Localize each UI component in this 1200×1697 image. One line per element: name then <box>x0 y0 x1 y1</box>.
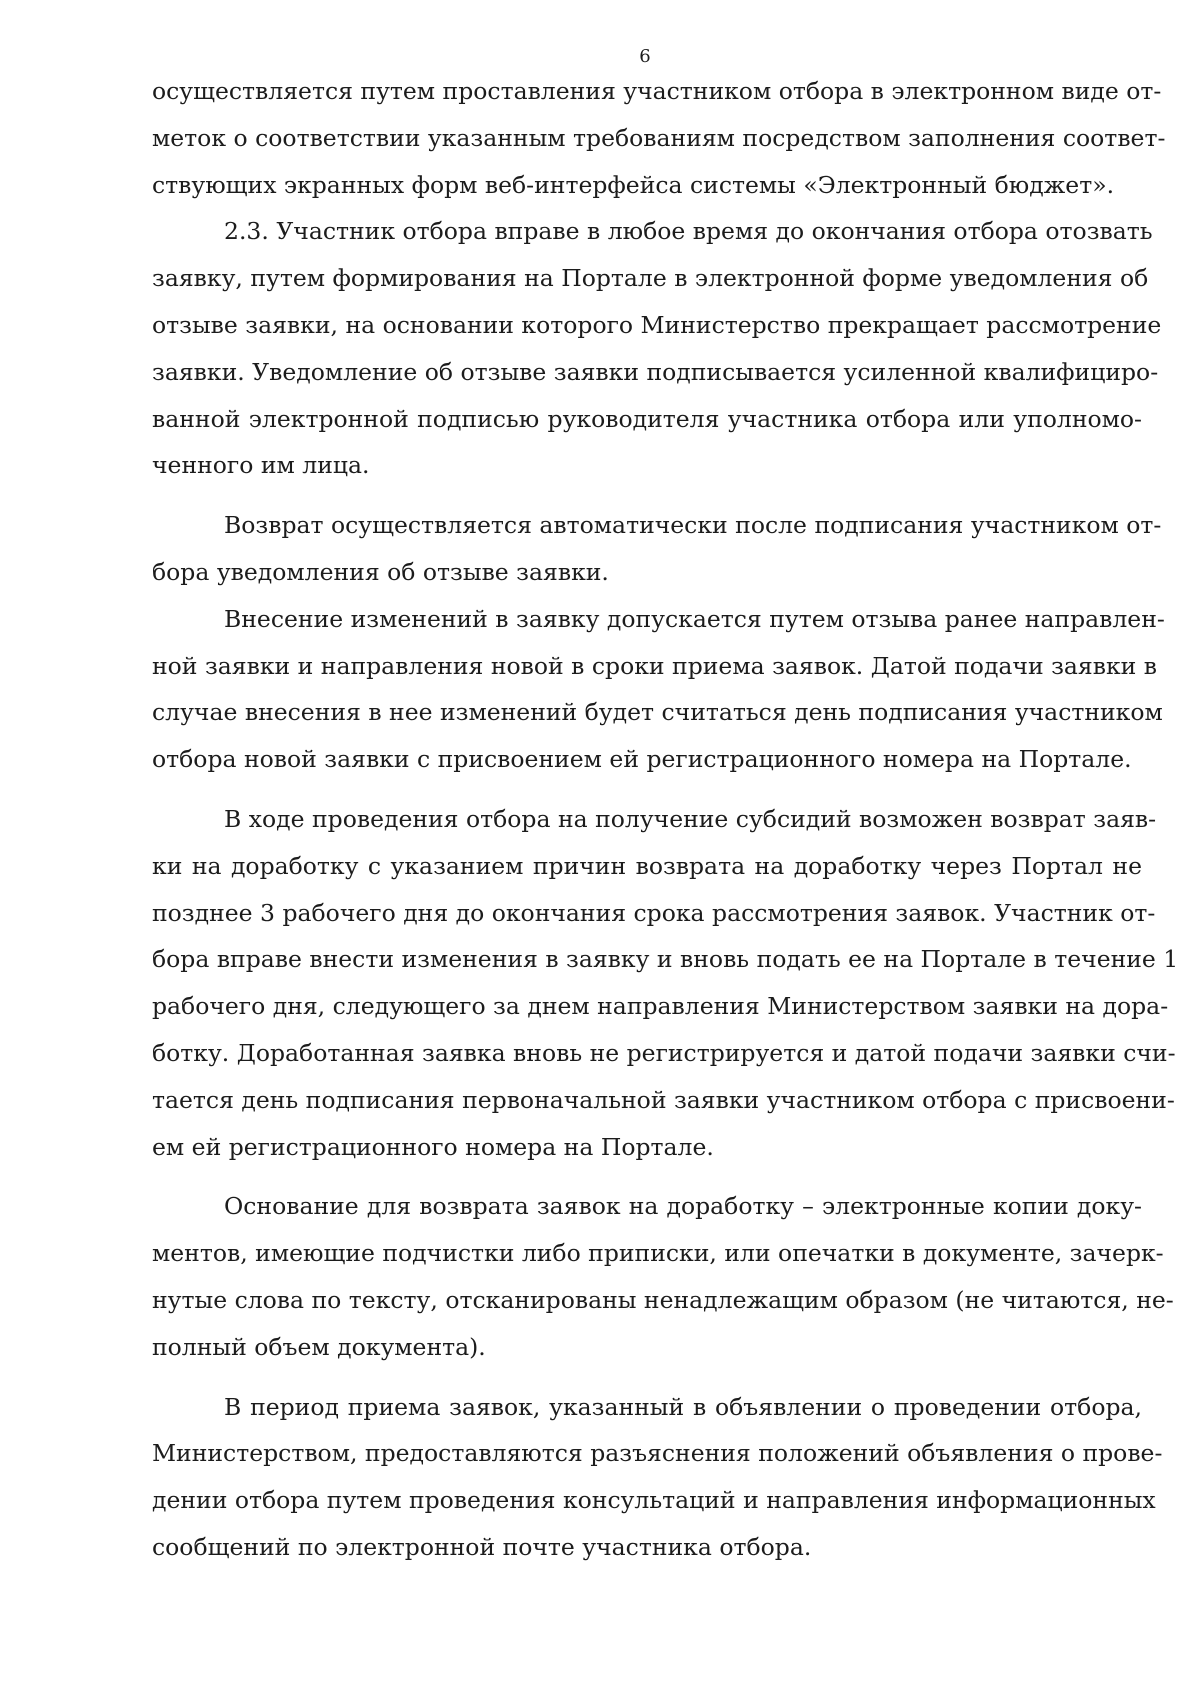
paragraph <box>152 502 1162 596</box>
page-number: 6 <box>639 46 651 67</box>
text-line: ки на доработку с указанием причин возврата на доработку через Портал не <box>152 851 1142 880</box>
paragraph-gap <box>152 1170 1142 1183</box>
paragraph-gap <box>152 1371 1142 1384</box>
text-line: меток о соответствии указанным требованиям посредством заполнения соответ- <box>152 123 1166 152</box>
text-line: В период приема заявок, указанный в объявлении о проведении отбора, <box>224 1392 1142 1421</box>
paragraph <box>152 208 1162 489</box>
text-line: ной заявки и направления новой в сроки приема заявок. Датой подачи заявки в <box>152 651 1158 680</box>
text-line: дении отбора путем проведения консультаций и направления информационных <box>152 1486 1156 1515</box>
text-line: заявку, путем формирования на Портале в электронной форме уведомления об <box>152 264 1149 293</box>
text-line: ментов, имеющие подчистки либо приписки, или опечатки в документе, зачерк- <box>152 1239 1164 1268</box>
text-line: случае внесения в нее изменений будет считаться день подписания участником <box>152 698 1163 727</box>
text-line: полный объем документа). <box>152 1332 486 1361</box>
text-line: ванной электронной подписью руководителя участника отбора или уполномо- <box>152 404 1142 433</box>
text-line: Возврат осуществляется автоматически после подписания участником от- <box>224 511 1162 540</box>
paragraph <box>152 796 1179 1170</box>
paragraph <box>152 68 1166 208</box>
text-line: ченного им лица. <box>152 451 370 480</box>
text-line: тается день подписания первоначальной заявки участником отбора с присвоени- <box>152 1085 1175 1114</box>
text-line: бора вправе внести изменения в заявку и вновь подать ее на Портале в течение 1 <box>152 945 1179 974</box>
text-line: ствующих экранных форм веб-интерфейса системы «Электронный бюджет». <box>152 170 1115 199</box>
text-line: Основание для возврата заявок на доработку – электронные копии доку- <box>224 1192 1142 1221</box>
text-line: Внесение изменений в заявку допускается путем отзыва ранее направлен- <box>224 604 1165 633</box>
paragraph <box>152 1384 1163 1571</box>
paragraph <box>152 1183 1174 1370</box>
text-line: сообщений по электронной почте участника отбора. <box>152 1532 812 1561</box>
paragraph-gap <box>152 783 1142 796</box>
text-line: ем ей регистрационного номера на Портале. <box>152 1132 714 1161</box>
text-line: позднее 3 рабочего дня до окончания срока рассмотрения заявок. Участник от- <box>152 898 1156 927</box>
text-line: Министерством, предоставляются разъяснения положений объявления о прове- <box>152 1439 1163 1468</box>
text-line: отбора новой заявки с присвоением ей регистрационного номера на Портале. <box>152 745 1132 774</box>
text-line: осуществляется путем проставления участником отбора в электронном виде от- <box>152 77 1162 105</box>
body-text <box>152 68 1179 1571</box>
text-line: нутые слова по тексту, отсканированы ненадлежащим образом (не читаются, не- <box>152 1285 1174 1314</box>
text-line: рабочего дня, следующего за днем направления Министерством заявки на дора- <box>152 992 1169 1021</box>
text-line: заявки. Уведомление об отзыве заявки подписывается усиленной квалифициро- <box>152 357 1159 386</box>
text-line: В ходе проведения отбора на получение субсидий возможен возврат заяв- <box>224 804 1157 833</box>
paragraph <box>152 596 1165 783</box>
text-line: 2.3. Участник отбора вправе в любое время до окончания отбора отозвать <box>224 217 1153 246</box>
text-line: ботку. Доработанная заявка вновь не регистрируется и датой подачи заявки счи- <box>152 1038 1176 1067</box>
text-line: отзыве заявки, на основании которого Министерство прекращает рассмотрение <box>152 310 1162 339</box>
text-line: бора уведомления об отзыве заявки. <box>152 557 609 586</box>
paragraph-gap <box>152 489 1142 502</box>
